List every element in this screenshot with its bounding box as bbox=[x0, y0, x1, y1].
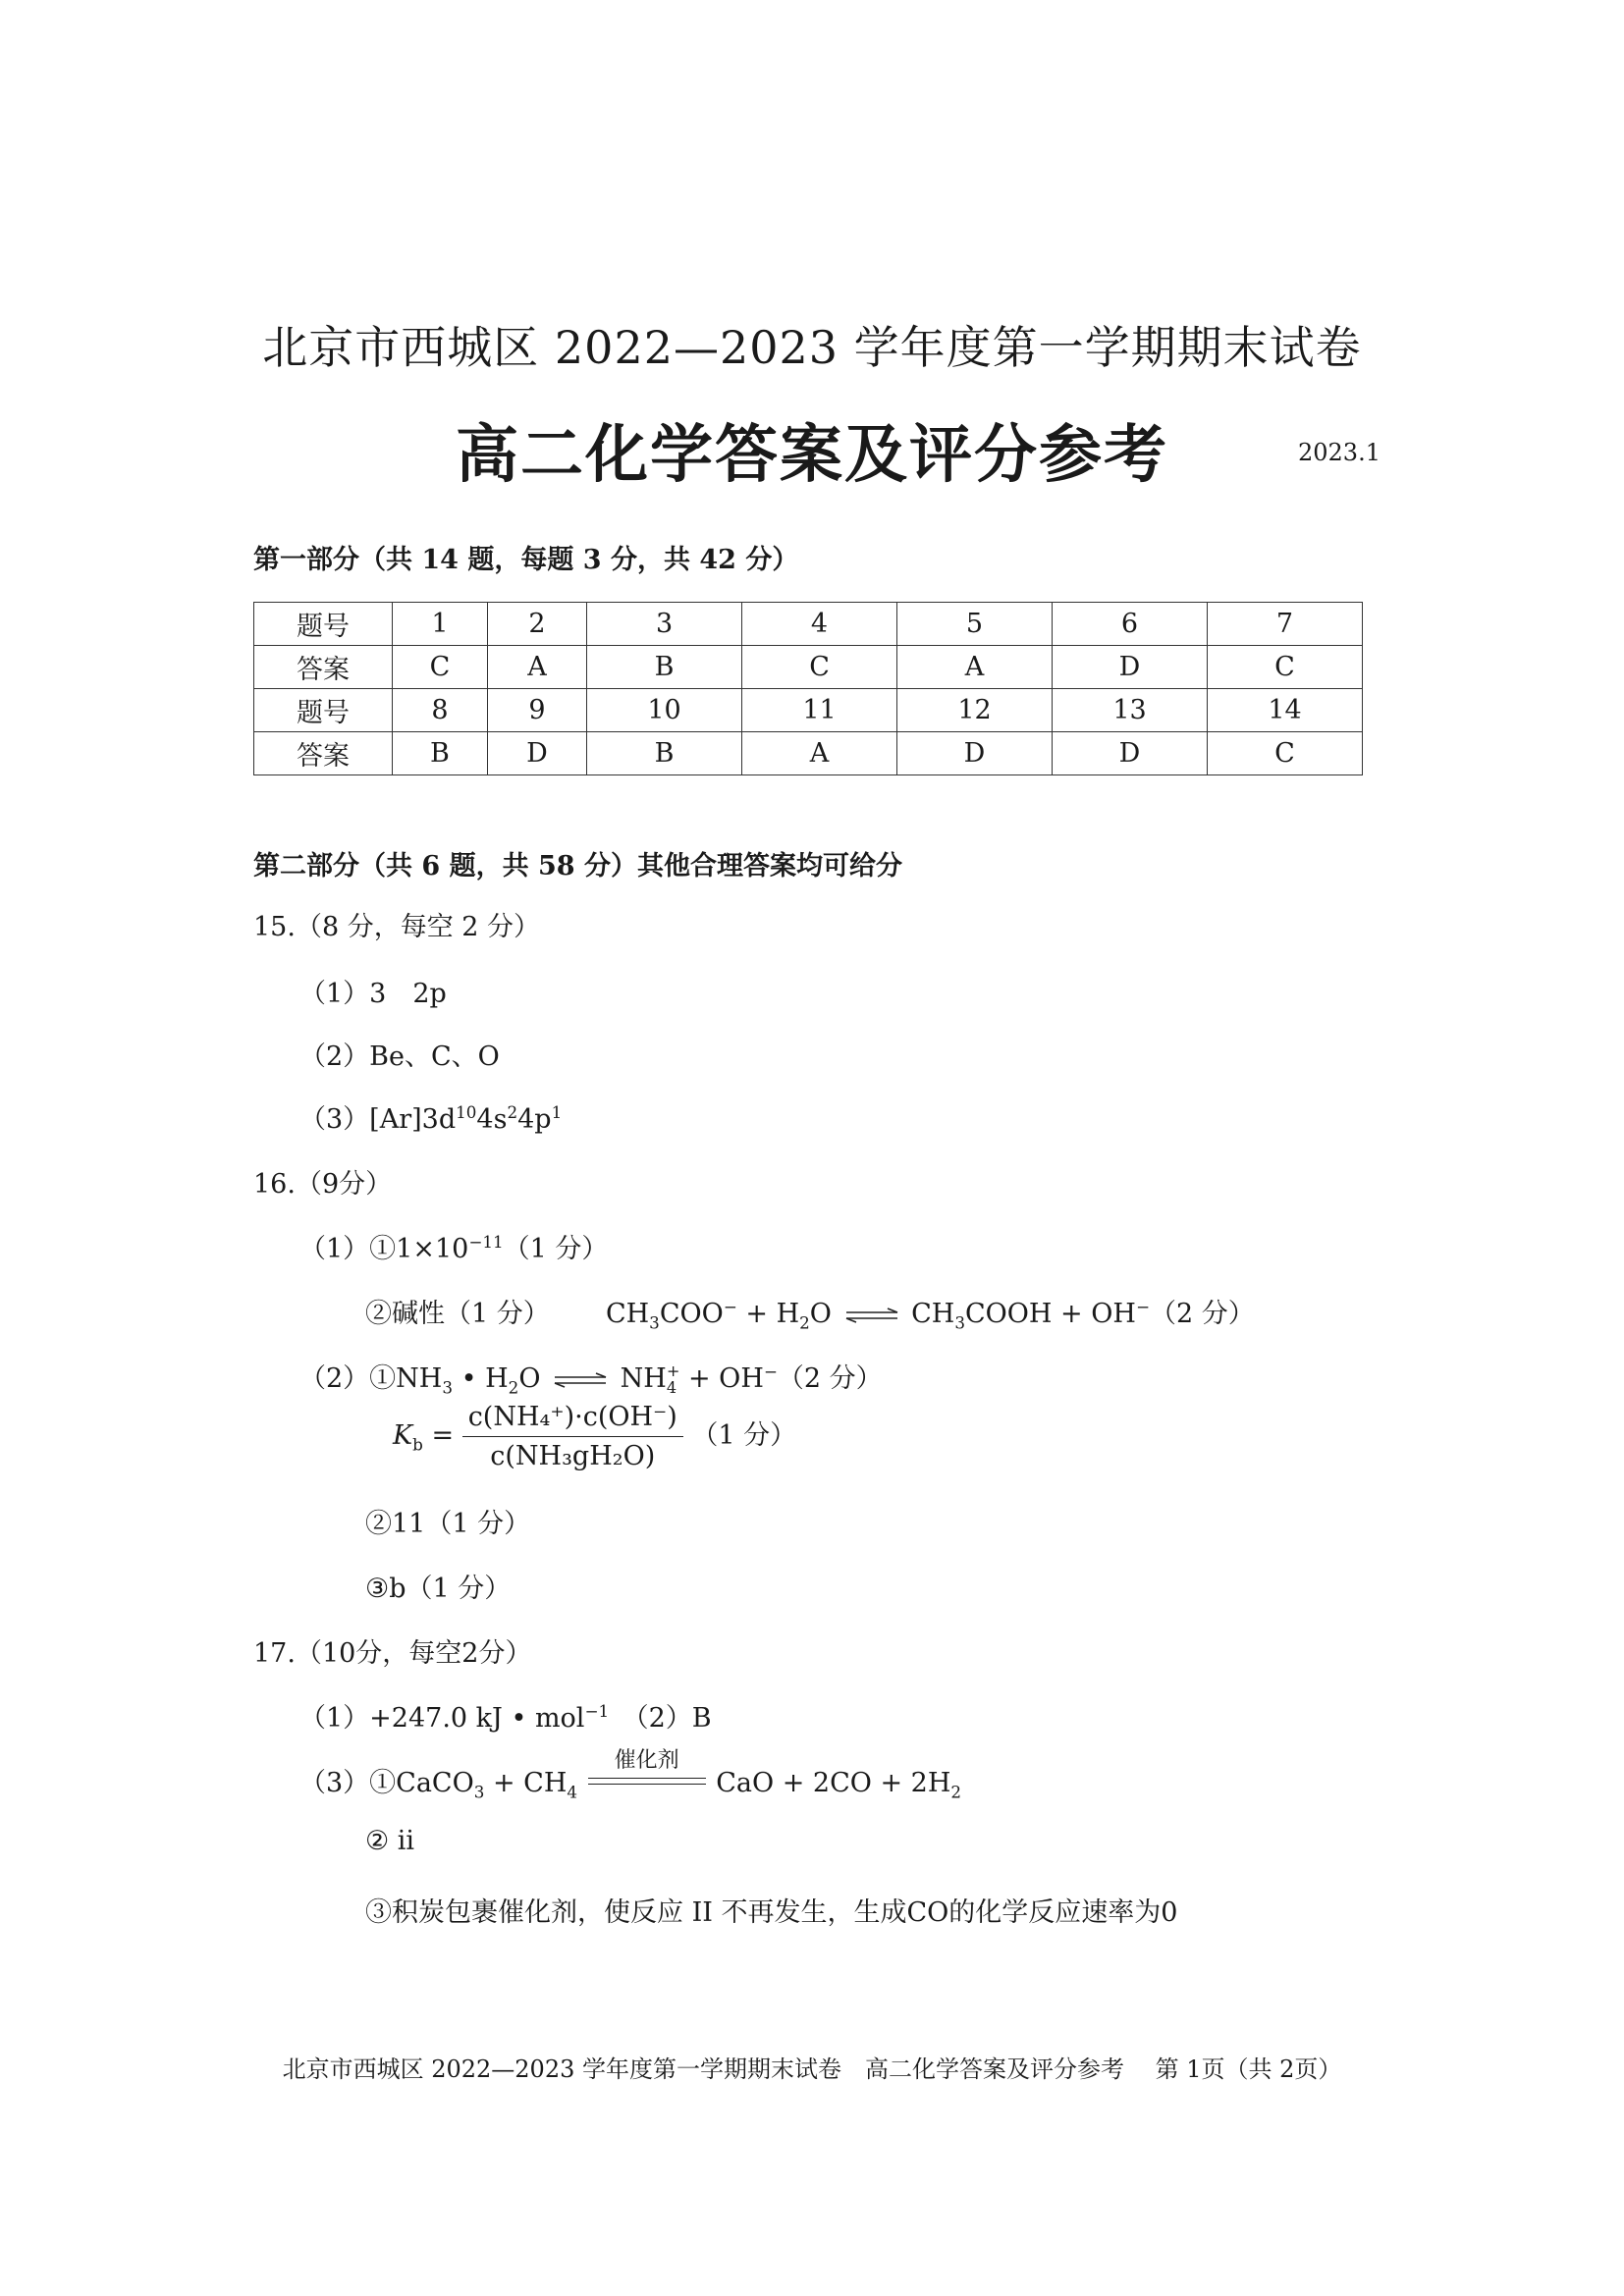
table-cell: 2 bbox=[487, 603, 586, 646]
q17-heading: 17.（10分，每空2分） bbox=[253, 1638, 532, 1669]
document-title: 北京市西城区 2022—2023 学年度第一学期期末试卷 bbox=[262, 321, 1362, 374]
table-cell: A bbox=[897, 646, 1053, 689]
kb-expression bbox=[393, 1402, 796, 1471]
text-span: （1）+247.0 kJ • mol bbox=[299, 1703, 585, 1734]
table-row bbox=[254, 646, 1363, 689]
text-span: （1）①1×10 bbox=[299, 1234, 469, 1264]
double-line-bottom bbox=[588, 1784, 706, 1785]
table-row bbox=[254, 689, 1363, 732]
table-cell: B bbox=[393, 732, 488, 775]
table-cell: D bbox=[1053, 646, 1208, 689]
superscript: −1 bbox=[584, 1701, 610, 1721]
table-cell: D bbox=[487, 732, 586, 775]
text-span: 4s bbox=[476, 1104, 508, 1135]
table-cell-label: 题号 bbox=[254, 603, 393, 646]
part2-heading: 第二部分（共 6 题，共 58 分）其他合理答案均可给分 bbox=[253, 851, 902, 881]
table-cell: 8 bbox=[393, 689, 488, 732]
table-cell: A bbox=[487, 646, 586, 689]
table-cell: D bbox=[1053, 732, 1208, 775]
text-span: （2 分） bbox=[1149, 1299, 1255, 1329]
q15-answer-3 bbox=[299, 1097, 562, 1136]
table-cell: B bbox=[587, 732, 742, 775]
text-span: CaO + 2CO + 2H bbox=[716, 1768, 951, 1798]
table-cell: 12 bbox=[897, 689, 1053, 732]
q17-answer-3 bbox=[299, 1747, 962, 1802]
document-date: 2023.1 bbox=[1298, 439, 1380, 466]
subscript: b bbox=[412, 1434, 423, 1455]
table-cell: 3 bbox=[587, 603, 742, 646]
table-row bbox=[254, 603, 1363, 646]
text-span: NH bbox=[620, 1363, 667, 1394]
text-span: • H bbox=[453, 1363, 509, 1394]
subscript: 3 bbox=[473, 1782, 485, 1802]
text-span: CH bbox=[911, 1299, 955, 1329]
text-span: （1 分） bbox=[503, 1234, 609, 1264]
table-cell: 6 bbox=[1053, 603, 1208, 646]
page-footer: 北京市西城区 2022—2023 学年度第一学期期末试卷 高二化学答案及评分参考 第 1页（共 2页） bbox=[282, 2056, 1342, 2083]
q17-answer-1 bbox=[299, 1696, 712, 1735]
q16-answer-1 bbox=[299, 1227, 608, 1265]
text-span: （2 分） bbox=[777, 1363, 883, 1394]
document-subtitle: 高二化学答案及评分参考 bbox=[456, 418, 1168, 492]
table-cell: D bbox=[897, 732, 1053, 775]
kb-fraction bbox=[462, 1402, 683, 1471]
table-cell: 13 bbox=[1053, 689, 1208, 732]
table-cell-label: 答案 bbox=[254, 732, 393, 775]
table-cell-label: 答案 bbox=[254, 646, 393, 689]
table-cell-label: 题号 bbox=[254, 689, 393, 732]
superscript: 10 bbox=[456, 1102, 477, 1122]
text-span: （2）①NH bbox=[299, 1363, 443, 1394]
table-cell: C bbox=[742, 646, 897, 689]
table-cell: 14 bbox=[1207, 689, 1362, 732]
part1-heading: 第一部分（共 14 题，每题 3 分，共 42 分） bbox=[253, 545, 799, 575]
text-span: = bbox=[422, 1420, 462, 1451]
superscript: − bbox=[763, 1362, 778, 1381]
subscript: 3 bbox=[649, 1312, 660, 1333]
table-cell: 1 bbox=[393, 603, 488, 646]
table-cell: 4 bbox=[742, 603, 897, 646]
superscript: − bbox=[1135, 1297, 1150, 1316]
text-span: + OH bbox=[679, 1363, 764, 1394]
text-span: + CH bbox=[484, 1768, 568, 1798]
text-span: （3）[Ar]3d bbox=[299, 1104, 457, 1135]
subscript: 2 bbox=[799, 1312, 810, 1333]
reaction-condition bbox=[588, 1747, 706, 1794]
table-cell: A bbox=[742, 732, 897, 775]
subscript: 4 bbox=[666, 1377, 677, 1397]
fraction-numerator: c(NH₄⁺)·c(OH⁻) bbox=[462, 1402, 683, 1437]
text-span: O bbox=[518, 1363, 541, 1394]
equilibrium-arrow-icon bbox=[844, 1308, 899, 1323]
superscript: 1 bbox=[551, 1102, 563, 1122]
q16-answer-1b bbox=[365, 1292, 1255, 1333]
q15-answer-2: （2）Be、C、O bbox=[299, 1041, 500, 1072]
q16-heading: 16.（9分） bbox=[253, 1169, 393, 1200]
text-span: CH bbox=[605, 1299, 650, 1329]
subscript: 2 bbox=[950, 1782, 962, 1802]
q15-heading: 15.（8 分，每空 2 分） bbox=[253, 912, 541, 942]
answer-table bbox=[253, 602, 1363, 775]
superscript: − bbox=[723, 1297, 737, 1316]
text-span: 4p bbox=[517, 1104, 552, 1135]
double-line-top bbox=[588, 1778, 706, 1779]
table-row bbox=[254, 732, 1363, 775]
subscript: 2 bbox=[508, 1377, 519, 1398]
text-span: （2）B bbox=[609, 1703, 712, 1734]
subscript: 4 bbox=[567, 1782, 578, 1802]
text-span: K bbox=[393, 1420, 413, 1451]
text-span: O bbox=[809, 1299, 832, 1329]
table-cell: 11 bbox=[742, 689, 897, 732]
table-cell: C bbox=[1207, 732, 1362, 775]
text-span: + H bbox=[736, 1299, 800, 1329]
table-cell: 9 bbox=[487, 689, 586, 732]
table-cell: C bbox=[393, 646, 488, 689]
table-cell: 7 bbox=[1207, 603, 1362, 646]
q16-answer-2c: ③b（1 分） bbox=[365, 1574, 512, 1604]
q16-answer-2b: ②11（1 分） bbox=[365, 1509, 531, 1539]
subscript: 3 bbox=[442, 1377, 454, 1398]
text-span: ②碱性（1 分） bbox=[365, 1299, 550, 1329]
superscript: 2 bbox=[507, 1102, 518, 1122]
text-span: （1 分） bbox=[691, 1420, 797, 1451]
q17-answer-3c: ③积炭包裹催化剂，使反应 II 不再发生，生成CO的化学反应速率为0 bbox=[365, 1897, 1178, 1928]
table-cell: 5 bbox=[897, 603, 1053, 646]
text-span: （3）①CaCO bbox=[299, 1768, 474, 1798]
superscript: −11 bbox=[468, 1232, 504, 1252]
catalyst-label: 催化剂 bbox=[614, 1747, 679, 1773]
q17-answer-3b: ② ii bbox=[365, 1826, 415, 1856]
table-cell: B bbox=[587, 646, 742, 689]
table-cell: 10 bbox=[587, 689, 742, 732]
fraction-denominator: c(NH₃gH₂O) bbox=[490, 1441, 656, 1471]
table-cell: C bbox=[1207, 646, 1362, 689]
equilibrium-arrow-icon bbox=[553, 1372, 608, 1388]
text-span: COOH + OH bbox=[965, 1299, 1136, 1329]
text-span: COO bbox=[659, 1299, 724, 1329]
q15-answer-1: （1）3 2p bbox=[299, 979, 447, 1009]
q16-answer-2 bbox=[299, 1357, 883, 1396]
subscript: 3 bbox=[954, 1312, 965, 1333]
superscript: + bbox=[666, 1362, 680, 1381]
